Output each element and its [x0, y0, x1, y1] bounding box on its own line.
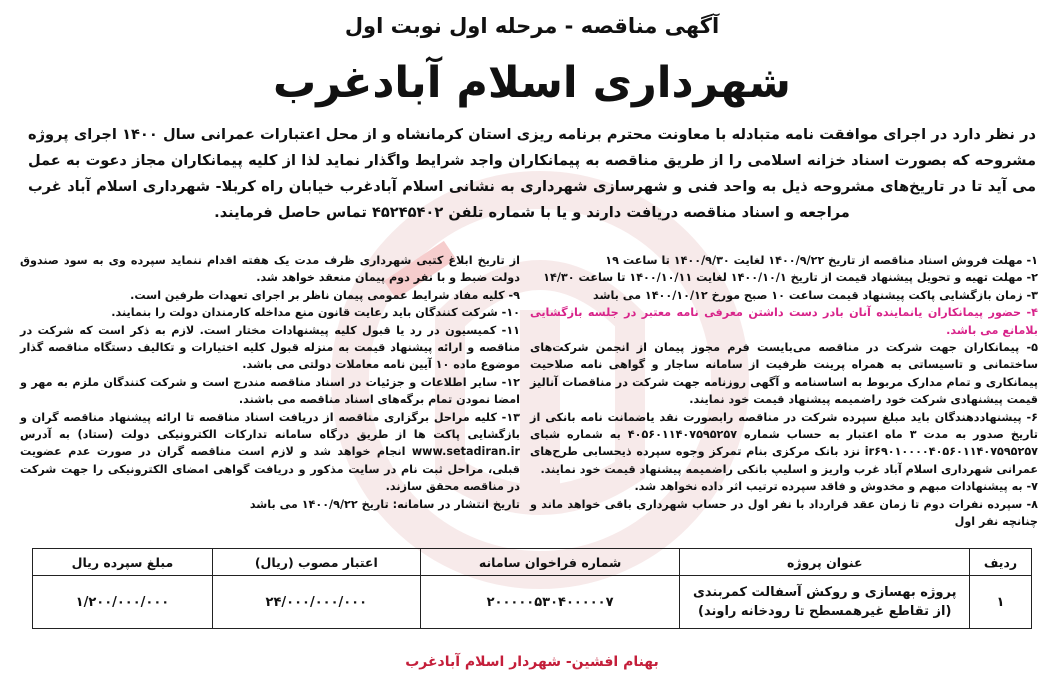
condition-item: ۲- مهلت تهیه و تحویل پیشنهاد قیمت از تاریخ ۱۴۰۰/۱۰/۱ لغایت ۱۴۰۰/۱۰/۱۱ تا ساعت ۱۴/۳۰: [543, 271, 1038, 285]
cell-project-title: [680, 576, 970, 629]
condition-item: ۱- مهلت فروش اسناد مناقصه از تاریخ ۱۴۰۰/۹/۲۲ لغایت ۱۴۰۰/۹/۳۰ تا ساعت ۱۹: [605, 254, 1038, 267]
header-row-number: ردیف: [970, 549, 1032, 576]
condition-item: ۹- کلیه مفاد شرایط عمومی پیمان ناظر بر اجرای تعهدات طرفین است.: [130, 288, 520, 302]
project-table: [32, 548, 1032, 629]
intro-paragraph: در نظر دارد در اجرای موافقت نامه متبادله با معاونت محترم برنامه ریزی استان کرمانشاه و از محل اعتبارات عمرانی سال ۱۴۰۰ اجرای پروژه مشروحه که بصورت اسناد خزانه اسلامی را از طریق مناقصه به پیمانکاران واجد شرایط واگذار نماید لذا از کلیه پیمانکاران مجاز دعوت به عمل می آید تا در تاریخ‌های مشروحه ذیل به واحد فنی و شهرسازی شهرداری به نشانی اسلام آبادغرب خیابان راه کربلا- شهرداری اسلام آباد غرب مراجعه و اسناد مناقصه دریافت دارند و یا با شماره تلفن ۴۵۲۴۵۴۰۲ تماس حاصل فرمایند.: [28, 126, 1036, 221]
conditions-right-column: [530, 252, 1038, 531]
condition-item: ۸- سپرده نفرات دوم تا زمان عقد قرارداد با نفر اول در حساب شهرداری باقی خواهد ماند و چنانچه نفر اول: [530, 497, 1038, 529]
condition-item-highlight: ۴- حضور پیمانکاران یانماینده آنان بادر دست داشتن معرفی نامه معتبر در جلسه بازگشایی بلامانع می باشد.: [530, 306, 1038, 337]
table-header-row: [33, 549, 1032, 576]
publish-date: تاریخ انتشار در سامانه: تاریخ ۱۴۰۰/۹/۲۲ می باشد: [249, 497, 520, 511]
project-title-line: پروژه بهسازی و روکش آسفالت کمربندی: [693, 585, 957, 600]
header-deposit: مبلغ سپرده ریال: [33, 549, 213, 576]
condition-item: ۶- پیشنهاددهندگان باید مبلغ سپرده شرکت در مناقصه رابصورت نقد یاضمانت نامه بانکی از تاریخ صدور به مدت ۳ ماه اعتبار به حساب شماره ۴۰۵۶۰۱۱۴۰۷۵۹۵۲۵۷ به شماره شبای ir۶۹۰۱۰۰۰۰۴۰۵۶۰۱۱۴۰۷۵۹۵۲۵۷ نزد بانک مرکزی بنام تمرکز وجوه سپرده ذیحسابی طرح‌های عمرانی شهرداری اسلام آباد غرب واریز و اسلیپ بانکی راضمیمه پیشنهاد قیمت خود نمایند.: [530, 410, 1038, 476]
header-call-number: شماره فراخوان سامانه: [420, 549, 680, 576]
condition-item: ۱۰- شرکت کنندگان باید رعایت قانون منع مداخله کارمندان دولت را بنمایند.: [111, 306, 520, 320]
page-title: شهرداری اسلام آبادغرب: [273, 58, 791, 108]
condition-item: ۱۳- کلیه مراحل برگزاری مناقصه از دریافت اسناد مناقصه تا ارائه پیشنهاد مناقصه گران و بازگشایی پاکت ها از طریق درگاه سامانه تدارکات الکترونیکی دولت (ستاد) به آدرس www.setadiran.ir انجام خواهد شد و لازم است مناقصه گران در صورت عدم عضویت قبلی، مراحل ثبت نام در سایت مذکور و دریافت گواهی امضای الکترونیکی را جهت شرکت در مناقصه محقق سازند.: [20, 410, 520, 494]
table-row: [33, 576, 1032, 629]
header-project-title: عنوان پروژه: [680, 549, 970, 576]
cell-budget: ۲۴/۰۰۰/۰۰۰/۰۰۰: [212, 576, 420, 629]
condition-item: ۱۲- سایر اطلاعات و جزئیات در اسناد مناقصه مندرج است و شرکت کنندگان ملزم به مهر و امضا نمودن تمام برگه‌های اسناد مناقصه می باشند.: [20, 375, 520, 407]
condition-item: ۵- پیمانکاران جهت شرکت در مناقصه می‌بایست فرم مجوز پیمان از انجمن شرکت‌های ساختمانی و تاسیساتی به همراه پرینت ظرفیت از سامانه ساجار و گواهی نامه صلاحیت پیمانکاری و تمام مدارک مربوط به اساسنامه و آگهی روزنامه جهت شرکت در مناقصات آنالیز قیمت پیشنهادی شرکت خود راضمیمه پیشنهاد قیمت خود نمایند.: [530, 341, 1038, 407]
signature-footer: بهنام افشین- شهردار اسلام آبادغرب: [405, 654, 659, 670]
condition-item: از تاریخ ابلاغ کتبی شهرداری ظرف مدت یک هفته اقدام ننماید سپرده وی به سود صندوق دولت ضبط و با نفر دوم پیمان منعقد خواهد شد.: [20, 254, 520, 285]
condition-item: ۷- به پیشنهادات مبهم و مخدوش و فاقد سپرده ترتیب اثر داده نخواهد شد.: [634, 480, 1038, 494]
header-budget: اعتبار مصوب (ریال): [212, 549, 420, 576]
cell-row-number: ۱: [970, 576, 1032, 629]
cell-deposit: ۱/۲۰۰/۰۰۰/۰۰۰: [33, 576, 213, 629]
project-title-line: (از تقاطع غیرهمسطح تا رودخانه راوند): [698, 604, 952, 619]
cell-call-number: ۲۰۰۰۰۰۵۳۰۴۰۰۰۰۰۷: [420, 576, 680, 629]
condition-item: ۱۱- کمیسیون در رد یا قبول کلیه پیشنهادات مختار است. لازم به ذکر است که شرکت در مناقصه و ارائه پیشنهاد قیمت به منزله قبول کلیه اختیارات و تکالیف دستگاه مناقصه گذار موضوع ماده ۱۰ آیین نامه معاملات دولتی می باشد.: [20, 323, 520, 372]
notice-subtitle: آگهی مناقصه - مرحله اول نوبت اول: [344, 14, 720, 38]
conditions-left-column: [20, 252, 520, 513]
condition-item: ۳- زمان بازگشایی پاکت پیشنهاد قیمت ساعت ۱۰ صبح مورخ ۱۴۰۰/۱۰/۱۲ می باشد: [592, 288, 1038, 302]
